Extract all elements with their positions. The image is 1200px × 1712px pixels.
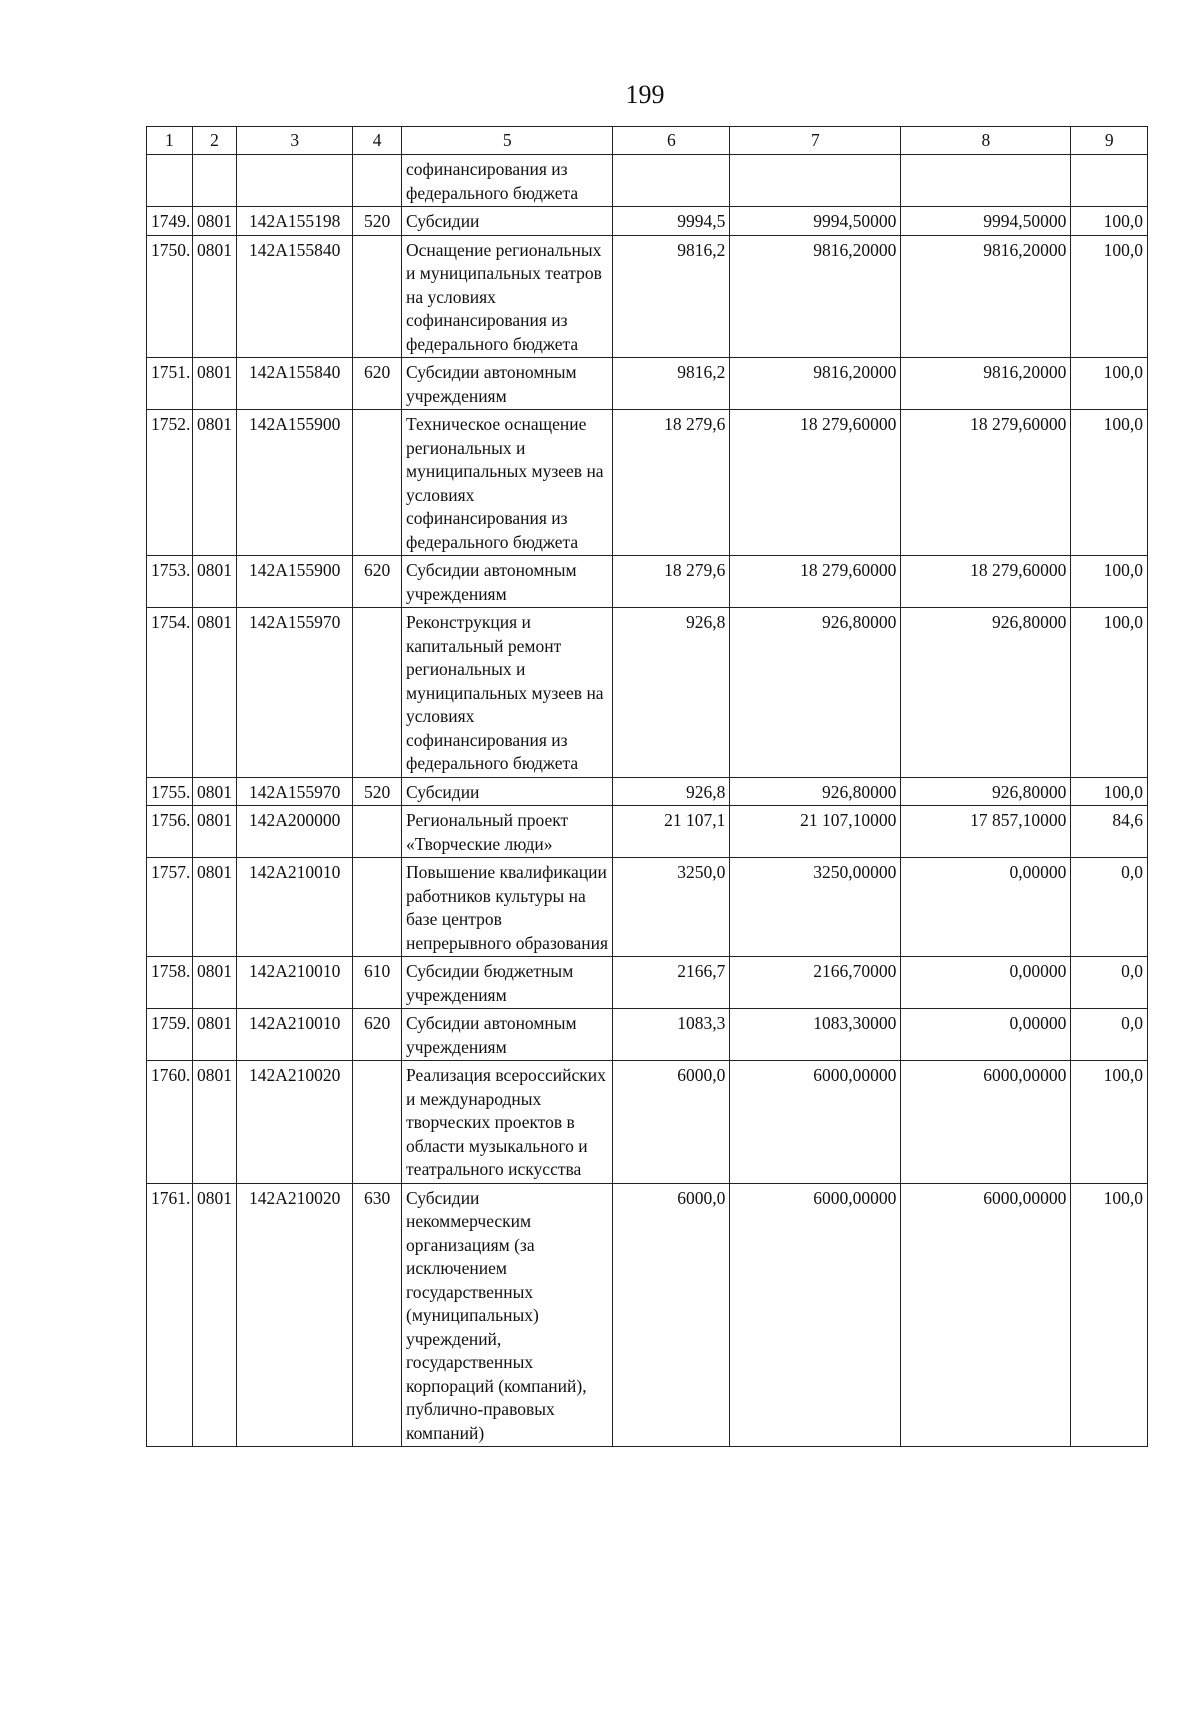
refined-amount-cell: 926,80000 xyxy=(730,777,901,806)
execution-percent-cell: 0,0 xyxy=(1071,957,1148,1009)
refined-amount-cell: 926,80000 xyxy=(730,608,901,778)
table-row xyxy=(147,358,1148,410)
column-header: 5 xyxy=(402,127,613,155)
column-header: 6 xyxy=(613,127,730,155)
row-number-cell: 1752. xyxy=(147,410,193,556)
execution-percent-cell: 100,0 xyxy=(1071,410,1148,556)
section-code-cell: 0801 xyxy=(192,806,237,858)
section-code-cell: 0801 xyxy=(192,858,237,957)
target-code-cell: 142А210010 xyxy=(237,858,353,957)
item-name-cell: софинансирования из федерального бюджета xyxy=(402,155,613,207)
refined-amount-cell: 18 279,60000 xyxy=(730,556,901,608)
approved-amount-cell: 9816,2 xyxy=(613,358,730,410)
row-number-cell: 1749. xyxy=(147,207,193,236)
row-number-cell: 1758. xyxy=(147,957,193,1009)
refined-amount-cell: 6000,00000 xyxy=(730,1061,901,1184)
section-code-cell: 0801 xyxy=(192,957,237,1009)
table-row xyxy=(147,1061,1148,1184)
refined-amount-cell: 21 107,10000 xyxy=(730,806,901,858)
section-code-cell: 0801 xyxy=(192,235,237,358)
item-name-cell: Повышение квалификации работников культуры на базе центров непрерывного образования xyxy=(402,858,613,957)
refined-amount-cell: 18 279,60000 xyxy=(730,410,901,556)
executed-amount-cell: 0,00000 xyxy=(901,957,1071,1009)
page-number: 199 xyxy=(625,80,665,109)
expense-type-cell xyxy=(353,608,402,778)
approved-amount-cell: 926,8 xyxy=(613,608,730,778)
execution-percent-cell xyxy=(1071,155,1148,207)
row-number-cell: 1761. xyxy=(147,1183,193,1447)
section-code-cell: 0801 xyxy=(192,777,237,806)
executed-amount-cell: 9816,20000 xyxy=(901,358,1071,410)
target-code-cell: 142А200000 xyxy=(237,806,353,858)
approved-amount-cell: 18 279,6 xyxy=(613,556,730,608)
item-name-cell: Субсидии xyxy=(402,207,613,236)
column-header: 7 xyxy=(730,127,901,155)
item-name-cell: Субсидии бюджетным учреждениям xyxy=(402,957,613,1009)
section-code-cell: 0801 xyxy=(192,1009,237,1061)
table-row xyxy=(147,410,1148,556)
expense-type-cell: 630 xyxy=(353,1183,402,1447)
executed-amount-cell: 18 279,60000 xyxy=(901,556,1071,608)
target-code-cell: 142А210010 xyxy=(237,1009,353,1061)
approved-amount-cell: 2166,7 xyxy=(613,957,730,1009)
refined-amount-cell: 9816,20000 xyxy=(730,235,901,358)
approved-amount-cell: 6000,0 xyxy=(613,1183,730,1447)
table-row xyxy=(147,777,1148,806)
column-header: 4 xyxy=(353,127,402,155)
expense-type-cell xyxy=(353,858,402,957)
row-number-cell: 1753. xyxy=(147,556,193,608)
table-row xyxy=(147,608,1148,778)
refined-amount-cell: 1083,30000 xyxy=(730,1009,901,1061)
budget-table xyxy=(146,126,1148,1447)
target-code-cell: 142А210010 xyxy=(237,957,353,1009)
executed-amount-cell: 6000,00000 xyxy=(901,1183,1071,1447)
column-header: 8 xyxy=(901,127,1071,155)
approved-amount-cell: 6000,0 xyxy=(613,1061,730,1184)
executed-amount-cell: 0,00000 xyxy=(901,1009,1071,1061)
executed-amount-cell: 0,00000 xyxy=(901,858,1071,957)
item-name-cell: Региональный проект «Творческие люди» xyxy=(402,806,613,858)
expense-type-cell xyxy=(353,1061,402,1184)
column-header: 9 xyxy=(1071,127,1148,155)
section-code-cell: 0801 xyxy=(192,358,237,410)
section-code-cell: 0801 xyxy=(192,608,237,778)
item-name-cell: Оснащение региональных и муниципальных театров на условиях софинансирования из федерального бюджета xyxy=(402,235,613,358)
table-row xyxy=(147,556,1148,608)
expense-type-cell: 610 xyxy=(353,957,402,1009)
approved-amount-cell: 9994,5 xyxy=(613,207,730,236)
section-code-cell: 0801 xyxy=(192,410,237,556)
executed-amount-cell: 9816,20000 xyxy=(901,235,1071,358)
approved-amount-cell: 21 107,1 xyxy=(613,806,730,858)
section-code-cell: 0801 xyxy=(192,1183,237,1447)
approved-amount-cell: 3250,0 xyxy=(613,858,730,957)
target-code-cell: 142А155840 xyxy=(237,235,353,358)
expense-type-cell xyxy=(353,410,402,556)
column-header: 3 xyxy=(237,127,353,155)
target-code-cell: 142А155198 xyxy=(237,207,353,236)
executed-amount-cell: 17 857,10000 xyxy=(901,806,1071,858)
column-header: 1 xyxy=(147,127,193,155)
execution-percent-cell: 100,0 xyxy=(1071,1061,1148,1184)
table-row xyxy=(147,155,1148,207)
column-header: 2 xyxy=(192,127,237,155)
item-name-cell: Субсидии автономным учреждениям xyxy=(402,556,613,608)
approved-amount-cell: 1083,3 xyxy=(613,1009,730,1061)
table-row xyxy=(147,957,1148,1009)
target-code-cell: 142А155970 xyxy=(237,777,353,806)
row-number-cell: 1756. xyxy=(147,806,193,858)
executed-amount-cell xyxy=(901,155,1071,207)
execution-percent-cell: 100,0 xyxy=(1071,358,1148,410)
expense-type-cell: 520 xyxy=(353,207,402,236)
item-name-cell: Субсидии xyxy=(402,777,613,806)
row-number-cell: 1757. xyxy=(147,858,193,957)
executed-amount-cell: 9994,50000 xyxy=(901,207,1071,236)
approved-amount-cell: 18 279,6 xyxy=(613,410,730,556)
row-number-cell: 1750. xyxy=(147,235,193,358)
item-name-cell: Техническое оснащение региональных и муниципальных музеев на условиях софинансирования из федерального бюджета xyxy=(402,410,613,556)
target-code-cell: 142А210020 xyxy=(237,1183,353,1447)
table-row xyxy=(147,806,1148,858)
approved-amount-cell xyxy=(613,155,730,207)
executed-amount-cell: 926,80000 xyxy=(901,777,1071,806)
row-number-cell: 1751. xyxy=(147,358,193,410)
table-row xyxy=(147,858,1148,957)
target-code-cell xyxy=(237,155,353,207)
refined-amount-cell: 3250,00000 xyxy=(730,858,901,957)
executed-amount-cell: 18 279,60000 xyxy=(901,410,1071,556)
refined-amount-cell: 6000,00000 xyxy=(730,1183,901,1447)
expense-type-cell xyxy=(353,806,402,858)
item-name-cell: Субсидии автономным учреждениям xyxy=(402,358,613,410)
refined-amount-cell: 9994,50000 xyxy=(730,207,901,236)
execution-percent-cell: 100,0 xyxy=(1071,1183,1148,1447)
row-number-cell: 1760. xyxy=(147,1061,193,1184)
execution-percent-cell: 100,0 xyxy=(1071,235,1148,358)
execution-percent-cell: 100,0 xyxy=(1071,608,1148,778)
target-code-cell: 142А155840 xyxy=(237,358,353,410)
target-code-cell: 142А155900 xyxy=(237,556,353,608)
row-number-cell: 1754. xyxy=(147,608,193,778)
table-row xyxy=(147,1009,1148,1061)
item-name-cell: Субсидии автономным учреждениям xyxy=(402,1009,613,1061)
item-name-cell: Реконструкция и капитальный ремонт региональных и муниципальных музеев на условиях софинансирования из федерального бюджета xyxy=(402,608,613,778)
execution-percent-cell: 100,0 xyxy=(1071,556,1148,608)
approved-amount-cell: 9816,2 xyxy=(613,235,730,358)
expense-type-cell: 620 xyxy=(353,1009,402,1061)
expense-type-cell xyxy=(353,235,402,358)
execution-percent-cell: 100,0 xyxy=(1071,777,1148,806)
target-code-cell: 142А155970 xyxy=(237,608,353,778)
section-code-cell xyxy=(192,155,237,207)
refined-amount-cell: 2166,70000 xyxy=(730,957,901,1009)
section-code-cell: 0801 xyxy=(192,207,237,236)
row-number-cell xyxy=(147,155,193,207)
executed-amount-cell: 6000,00000 xyxy=(901,1061,1071,1184)
table-row xyxy=(147,1183,1148,1447)
execution-percent-cell: 0,0 xyxy=(1071,858,1148,957)
row-number-cell: 1755. xyxy=(147,777,193,806)
approved-amount-cell: 926,8 xyxy=(613,777,730,806)
refined-amount-cell: 9816,20000 xyxy=(730,358,901,410)
expense-type-cell: 620 xyxy=(353,556,402,608)
expense-type-cell: 620 xyxy=(353,358,402,410)
item-name-cell: Реализация всероссийских и международных творческих проектов в области музыкального и театрального искусства xyxy=(402,1061,613,1184)
table-row xyxy=(147,235,1148,358)
expense-type-cell xyxy=(353,155,402,207)
section-code-cell: 0801 xyxy=(192,556,237,608)
item-name-cell: Субсидии некоммерческим организациям (за исключением государственных (муниципальных) учреждений, государственных корпораций (компаний), публично-правовых компаний) xyxy=(402,1183,613,1447)
execution-percent-cell: 0,0 xyxy=(1071,1009,1148,1061)
table-row xyxy=(147,207,1148,236)
execution-percent-cell: 84,6 xyxy=(1071,806,1148,858)
target-code-cell: 142А155900 xyxy=(237,410,353,556)
executed-amount-cell: 926,80000 xyxy=(901,608,1071,778)
execution-percent-cell: 100,0 xyxy=(1071,207,1148,236)
section-code-cell: 0801 xyxy=(192,1061,237,1184)
target-code-cell: 142А210020 xyxy=(237,1061,353,1184)
refined-amount-cell xyxy=(730,155,901,207)
header-row xyxy=(147,127,1148,155)
row-number-cell: 1759. xyxy=(147,1009,193,1061)
expense-type-cell: 520 xyxy=(353,777,402,806)
